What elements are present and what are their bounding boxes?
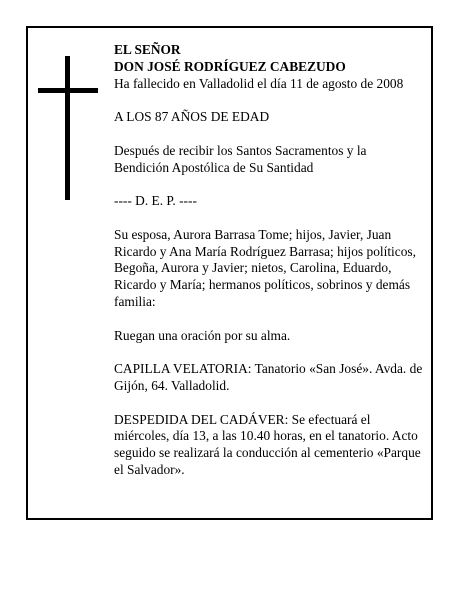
title-line: EL SEÑOR bbox=[114, 42, 181, 57]
death-announcement: Ha fallecido en Valladolid el día 11 de agosto de 2008 bbox=[114, 75, 404, 91]
sacraments-paragraph: Después de recibir los Santos Sacramentos y la Bendición Apostólica de Su Santidad bbox=[114, 142, 367, 175]
family-paragraph: Su esposa, Aurora Barrasa Tome; hijos, Javier, Juan Ricardo y Ana María Rodríguez Barrasa; hijos políticos, Begoña, Aurora y Javier; nietos, Carolina, Eduardo, Ricardo y María; hermanos políticos, sobrinos y demás familia: bbox=[114, 226, 416, 309]
prayer-line: Ruegan una oración por su alma. bbox=[114, 327, 291, 343]
cross-horizontal-bar bbox=[38, 88, 98, 93]
cross-vertical-bar bbox=[65, 56, 70, 200]
notice-text bbox=[114, 42, 424, 496]
farewell-paragraph: DESPEDIDA DEL CADÁVER: Se efectuará el miércoles, día 13, a las 10.40 horas, en el tanatorio. Acto seguido se realizará la conducción al cementerio «Parque el Salvador». bbox=[114, 411, 421, 477]
chapel-paragraph: CAPILLA VELATORIA: Tanatorio «San José». Avda. de Gijón, 64. Valladolid. bbox=[114, 361, 423, 393]
age-line: A LOS 87 AÑOS DE EDAD bbox=[114, 109, 270, 125]
cross-icon bbox=[38, 56, 98, 200]
deceased-name: DON JOSÉ RODRÍGUEZ CABEZUDO bbox=[114, 58, 346, 74]
dep-line: ---- D. E. P. ---- bbox=[114, 193, 197, 209]
obituary-notice bbox=[26, 26, 433, 520]
